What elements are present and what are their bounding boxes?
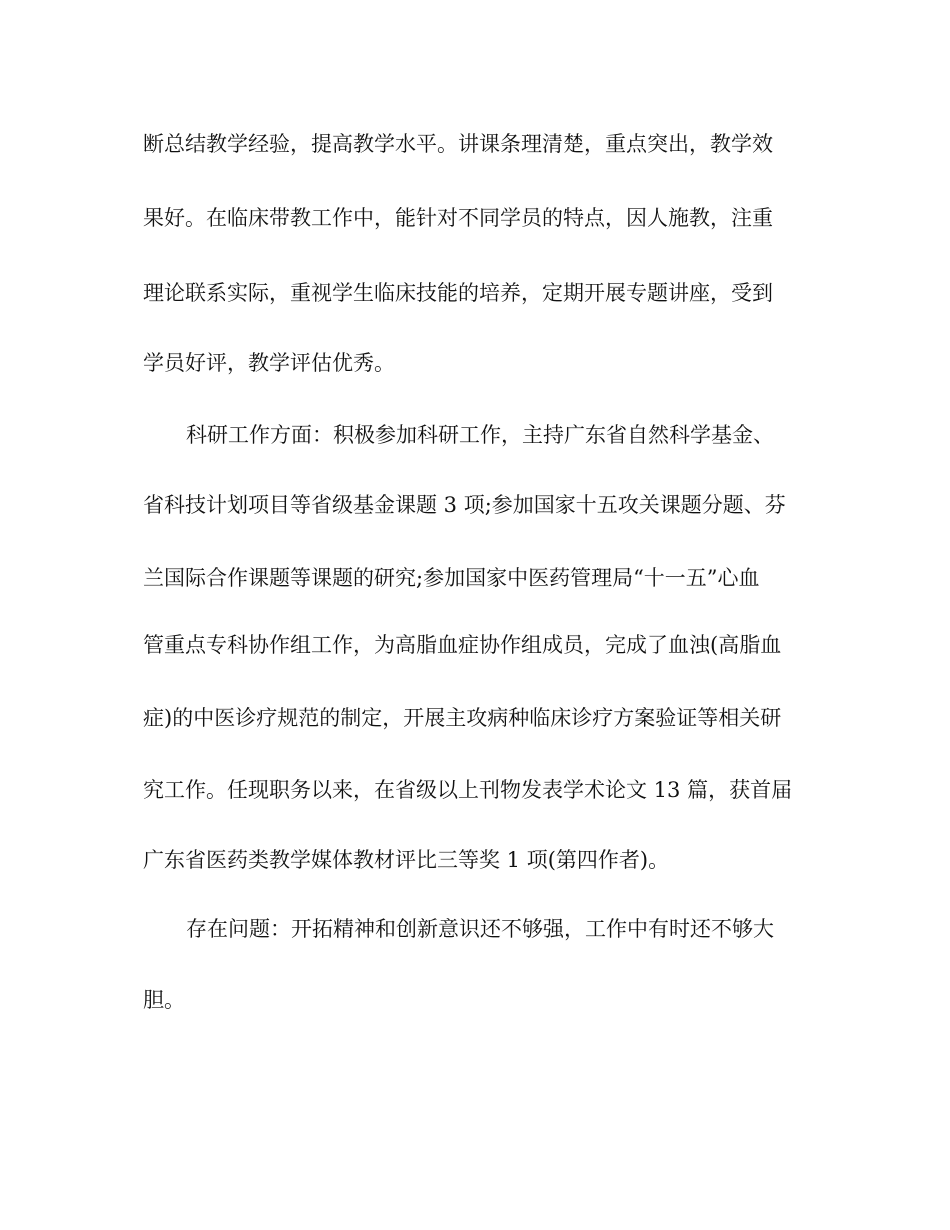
text-line: 究工作。任现职务以来，在省级以上刊物发表学术论文 13 篇，获首届 xyxy=(143,778,793,802)
text-line: 管重点专科协作组工作，为高脂血症协作组成员，完成了血浊(高脂血 xyxy=(143,633,782,657)
text-line: 断总结教学经验，提高教学水平。讲课条理清楚，重点突出，教学效 xyxy=(143,132,773,156)
text-line: 兰国际合作课题等课题的研究;参加国家中医药管理局“十一五”心血 xyxy=(143,566,760,590)
text-line: 广东省医药类教学媒体教材评比三等奖 1 项(第四作者)。 xyxy=(143,848,670,872)
paragraph-start-line: 存在问题：开拓精神和创新意识还不够强，工作中有时还不够大 xyxy=(186,917,774,941)
text-line: 症)的中医诊疗规范的制定，开展主攻病种临床诊疗方案验证等相关研 xyxy=(143,706,782,730)
text-line: 理论联系实际，重视学生临床技能的培养，定期开展专题讲座，受到 xyxy=(143,281,773,305)
paragraph-start-line: 科研工作方面：积极参加科研工作，主持广东省自然科学基金、 xyxy=(186,423,774,447)
text-line: 省科技计划项目等省级基金课题 3 项;参加国家十五攻关课题分题、芬 xyxy=(143,493,786,517)
text-line: 果好。在临床带教工作中，能针对不同学员的特点，因人施教，注重 xyxy=(143,206,773,230)
text-line: 胆。 xyxy=(143,988,185,1012)
text-line: 学员好评，教学评估优秀。 xyxy=(143,351,395,375)
